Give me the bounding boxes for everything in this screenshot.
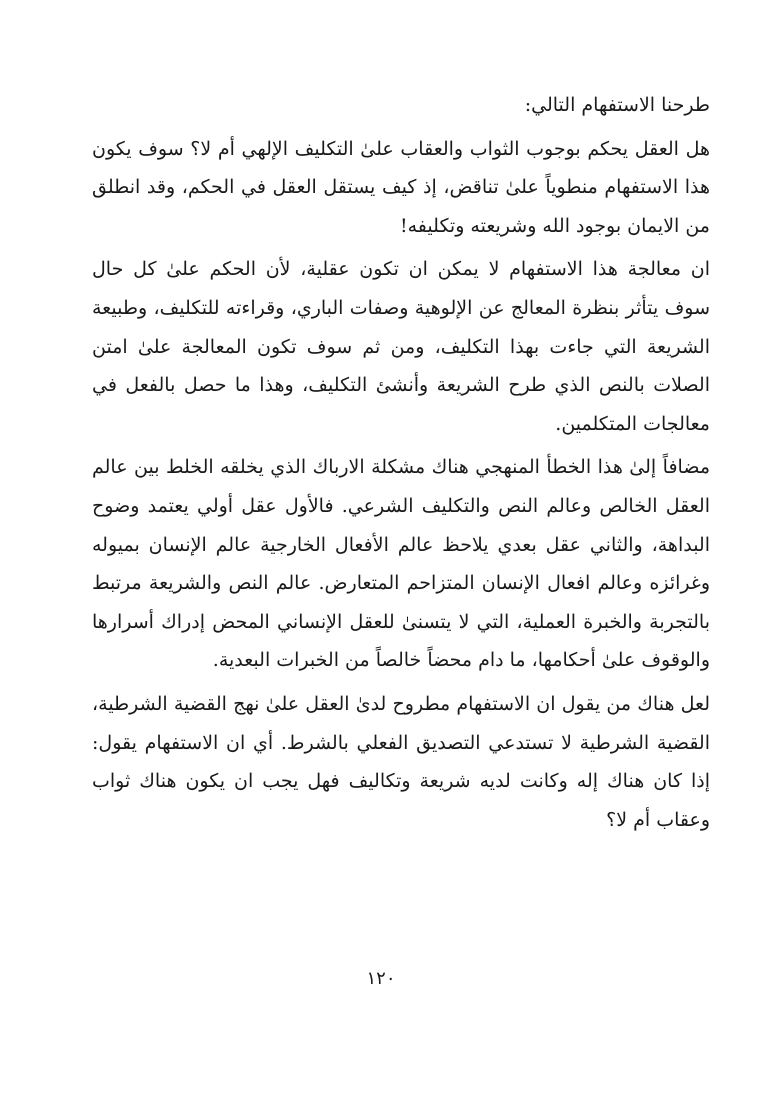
- paragraph-conditional: لعل هناك من يقول ان الاستفهام مطروح لدىٰ العقل علىٰ نهج القضية الشرطية، القضية الشرطية لا تستدعي التصديق الفعلي بالشرط. أي ان الاستفهام يقول: إذا كان هناك إله وكانت لديه شريعة وتكاليف فهل يجب ان يكون هناك ثواب وعقاب أم لا؟: [92, 692, 710, 831]
- paragraph-question: هل العقل يحكم بوجوب الثواب والعقاب علىٰ التكليف الإلهي أم لا؟ سوف يكون هذا الاستفهام منطوياً علىٰ تناقض، إذ كيف يستقل العقل في الحكم، وقد انطلق من الايمان بوجود الله وشريعته وتكليفه!: [92, 137, 710, 237]
- paragraph-intro: طرحنا الاستفهام التالي:: [524, 94, 710, 116]
- page-number: ١٢٠: [366, 968, 396, 989]
- paragraph-treatment: ان معالجة هذا الاستفهام لا يمكن ان تكون عقلية، لأن الحكم علىٰ كل حال سوف يتأثر بنظرة المعالج عن الإلوهية وصفات الباري، وقراءته للتكليف، وطبيعة الشريعة التي جاءت بهذا التكليف، ومن ثم سوف تكون المعالجة علىٰ امتن الصلات بالنص الذي طرح الشريعة وأنشئ التكليف، وهذا ما حصل بالفعل في معالجات المتكلمين.: [92, 258, 710, 435]
- body-text: [92, 86, 710, 844]
- paragraph-method-error: مضافاً إلىٰ هذا الخطأ المنهجي هناك مشكلة الارباك الذي يخلقه الخلط بين عالم العقل الخالص وعالم النص والتكليف الشرعي. فالأول عقل أولي يعتمد وضوح البداهة، والثاني عقل بعدي يلاحظ عالم الأفعال الخارجية عالم الإنسان بميوله وغرائزه وعالم افعال الإنسان المتزاحم المتعارض. عالم النص والشريعة مرتبط بالتجربة والخبرة العملية، التي لا يتسنىٰ للعقل الإنساني المحض إدراك أسرارها والوقوف علىٰ أحكامها، ما دام محضاً خالصاً من الخبرات البعدية.: [92, 456, 710, 672]
